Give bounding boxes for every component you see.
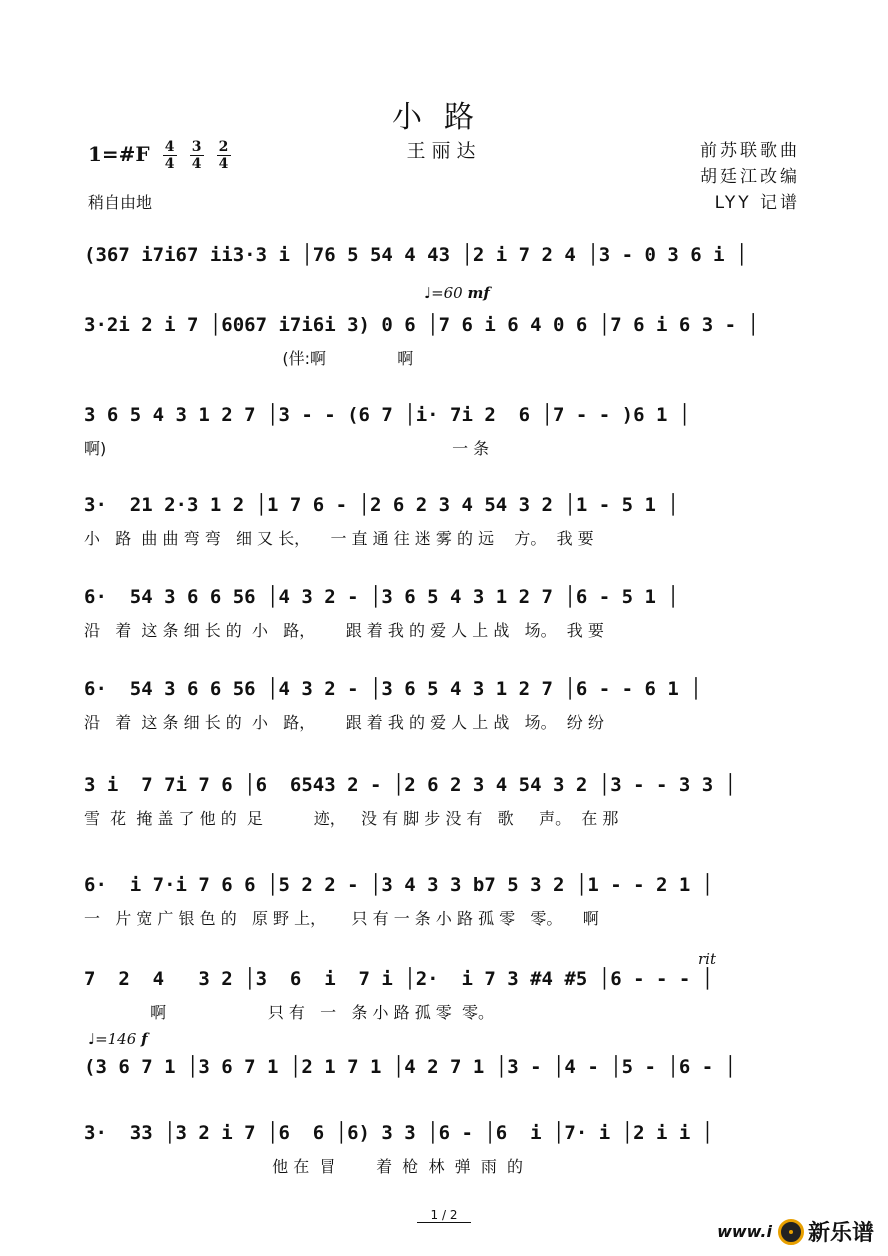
- score-row-11: 3· 33 │3 2 i 7 │6 6 │6) 3 3 │6 - │6 i │7· i │2 i i │: [84, 1122, 714, 1144]
- rit-mark: rit: [698, 950, 716, 968]
- tempo-mark-60: ♩=60 mf: [424, 284, 490, 302]
- score-row-10: (3 6 7 1 │3 6 7 1 │2 1 7 1 │4 2 7 1 │3 - │4 - │5 - │6 - │: [84, 1056, 737, 1078]
- page-number-text: 1 / 2: [417, 1208, 472, 1223]
- credit-transcriber: LYY 记谱: [714, 193, 800, 213]
- record-disc-icon: [778, 1219, 804, 1245]
- page-title: 小路: [392, 100, 496, 135]
- lyric-row-6: 沿 着 这 条 细 长 的 小 路， 跟 着 我 的 爱 人 上 战 场。 纷 纷: [84, 713, 604, 732]
- lyric-row-2: (伴:啊 啊: [84, 349, 414, 368]
- score-row-6: 6· 54 3 6 6 56 │4 3 2 - │3 6 5 4 3 1 2 7 │6 - - 6 1 │: [84, 678, 702, 700]
- credit-arranger: 胡廷江改编: [700, 167, 800, 187]
- score-row-2: 3·2i 2 i 7 │6067 i7i6i 3) 0 6 │7 6 i 6 4 0 6 │7 6 i 6 3 - │: [84, 314, 759, 336]
- time-sig-1: $\frac{4}{4}$: [163, 140, 177, 171]
- time-sig-2: $\frac{3}{4}$: [190, 140, 204, 171]
- score-row-9: 7 2 4 3 2 │3 6 i 7 i │2· i 7 3 #4 #5 │6 - - - │: [84, 968, 714, 990]
- tempo-mark-146: ♩=146 f: [88, 1030, 148, 1048]
- score-row-7: 3 i 7 7i 7 6 │6 6543 2 - │2 6 2 3 4 54 3 2 │3 - - 3 3 │: [84, 774, 737, 796]
- lyric-row-5: 沿 着 这 条 细 长 的 小 路， 跟 着 我 的 爱 人 上 战 场。 我 要: [84, 621, 604, 640]
- lyric-row-4: 小 路 曲 曲 弯 弯 细 又 长， 一 直 通 往 迷 雾 的 远 方。 我 要: [84, 529, 594, 548]
- score-row-3: 3 6 5 4 3 1 2 7 │3 - - (6 7 │i· 7i 2 6 │7 - - )6 1 │: [84, 404, 691, 426]
- score-row-8: 6· i 7·i 7 6 6 │5 2 2 - │3 4 3 3 b7 5 3 2 │1 - - 2 1 │: [84, 874, 714, 896]
- score-row-4: 3· 21 2·3 1 2 │1 7 6 - │2 6 2 3 4 54 3 2 │1 - 5 1 │: [84, 494, 679, 516]
- site-url[interactable]: www.i: [717, 1222, 772, 1241]
- score-row-5: 6· 54 3 6 6 56 │4 3 2 - │3 6 5 4 3 1 2 7 │6 - 5 1 │: [84, 586, 679, 608]
- site-logo[interactable]: [717, 1216, 874, 1247]
- lyric-row-3: 啊) 一 条: [84, 439, 490, 458]
- site-name: 新乐谱: [807, 1221, 874, 1246]
- lyric-row-11: 他 在 冒 着 枪 林 弹 雨 的: [84, 1157, 523, 1176]
- lyric-row-9: 啊 只 有 一 条 小 路 孤 零 零。: [84, 1003, 494, 1022]
- lyric-row-8: 一 片 宽 广 银 色 的 原 野 上， 只 有 一 条 小 路 孤 零 零。 啊: [84, 909, 599, 928]
- singer-name: 王丽达: [406, 140, 482, 162]
- time-sig-3: $\frac{2}{4}$: [217, 140, 231, 171]
- tempo-instruction: 稍自由地: [88, 193, 153, 212]
- key-label: 1=#F: [88, 142, 150, 166]
- credit-origin: 前苏联歌曲: [700, 141, 800, 161]
- lyric-row-7: 雪 花 掩 盖 了 他 的 足 迹， 没 有 脚 步 没 有 歌 声。 在 那: [84, 809, 619, 828]
- score-row-1: (367 i7i67 ii3·3 i │76 5 54 4 43 │2 i 7 2 4 │3 - 0 3 6 i │: [84, 244, 748, 266]
